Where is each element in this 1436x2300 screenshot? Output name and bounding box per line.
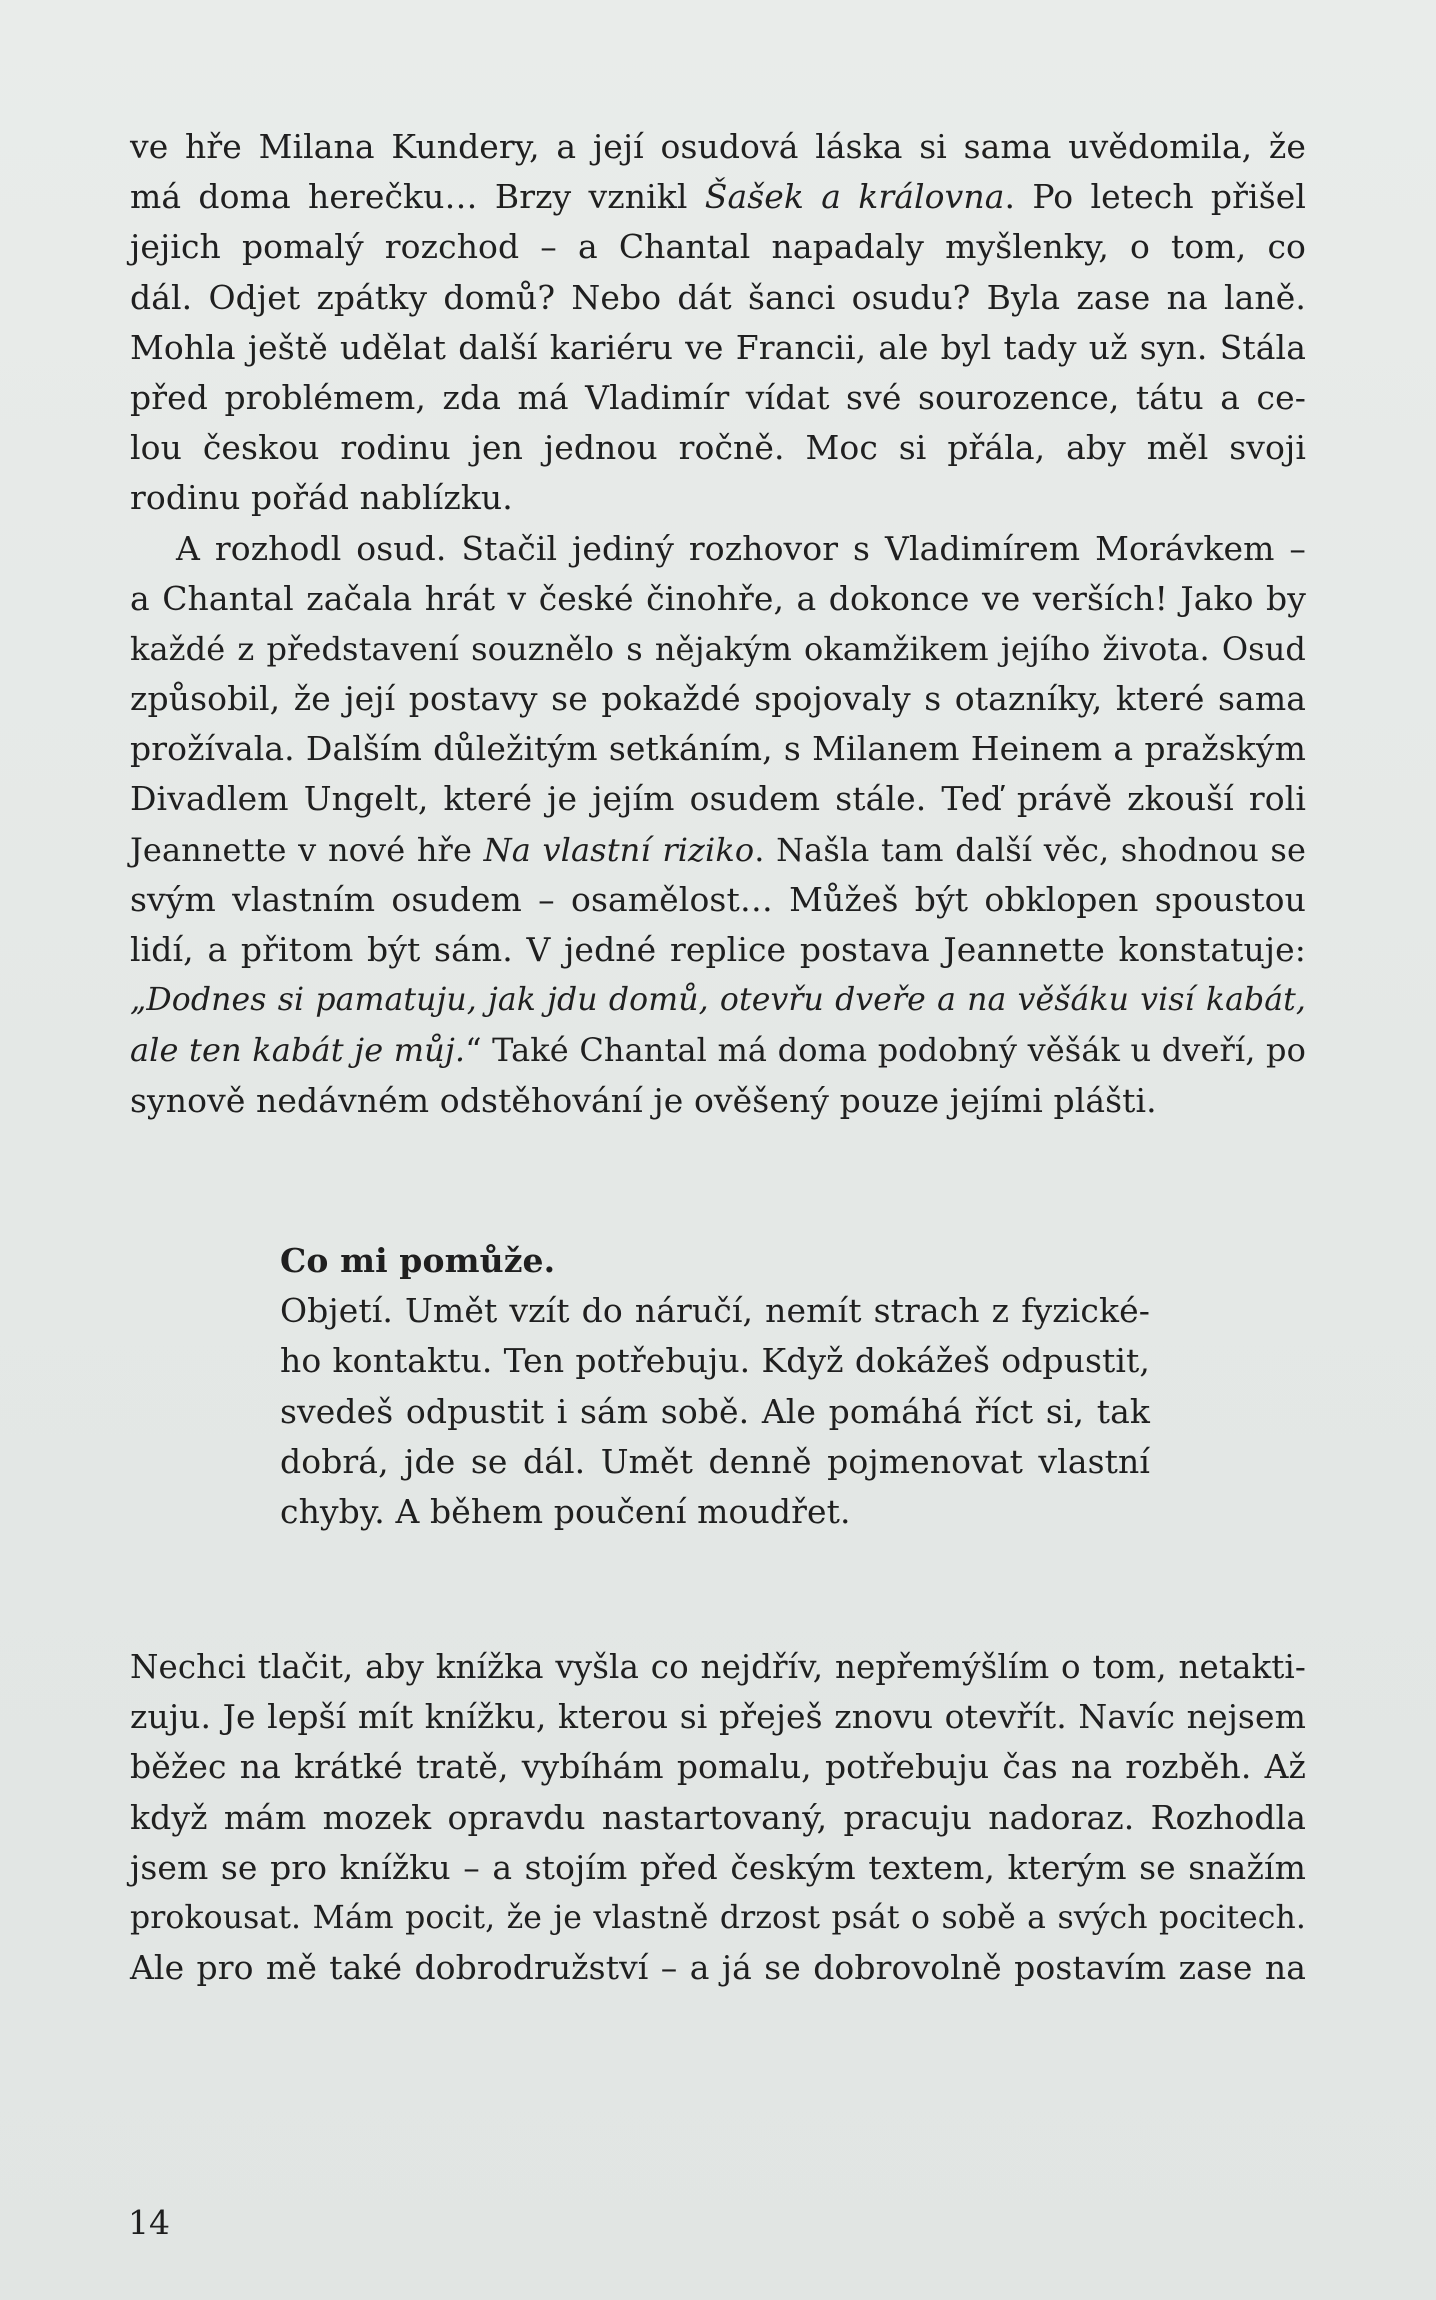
page-number: 14 (128, 2203, 170, 2242)
text-line: prokousat. Mám pocit, že je vlastně drzost psát o sobě a svých pocitech. (130, 1899, 1306, 1936)
text-line (130, 1025, 1306, 1075)
text-segment: . Po letech přišel (1004, 177, 1307, 217)
insert-line: svedeš odpustit i sám sobě. Ale pomáhá říct si, tak (280, 1391, 1150, 1431)
insert-line: chyby. A během poučení moudřet. (280, 1491, 851, 1531)
text-line: jejich pomalý rozchod – a Chantal napadaly myšlenky, o tom, co (130, 227, 1306, 267)
text-line: rodinu pořád nablízku. (130, 478, 513, 518)
play-title: Šašek a královna (704, 177, 1005, 217)
text-line: před problémem, zda má Vladimír vídat své sourozence, tátu a ce- (130, 377, 1306, 417)
text-segment: má doma herečku… Brzy vznikl (130, 177, 705, 217)
text-segment: . Našla tam další věc, shodnou se (754, 830, 1306, 869)
text-line (130, 825, 1306, 875)
play-title: Na vlastní riziko (483, 830, 755, 869)
quote-text: „Dodnes si pamatuju, jak jdu domů, otevřu dveře a na věšáku visí kabát, (130, 982, 1306, 1019)
quote-text: ale ten kabát je můj. (130, 1031, 466, 1070)
main-text-block (130, 122, 1306, 1126)
text-line: běžec na krátké tratě, vybíhám pomalu, potřebuju čas na rozběh. Až (130, 1747, 1306, 1787)
text-line: každé z představení souznělo s nějakým okamžikem jejího života. Osud (130, 629, 1306, 668)
text-line: lidí, a přitom být sám. V jedné replice postava Jeannette konstatuje: (130, 930, 1306, 969)
text-line: Divadlem Ungelt, které je jejím osudem stále. Teď právě zkouší roli (130, 779, 1306, 819)
text-line: dál. Odjet zpátky domů? Nebo dát šanci osudu? Byla zase na laně. (130, 277, 1306, 317)
text-segment: “ Také Chantal má doma podobný věšák u dveří, po (465, 1031, 1306, 1070)
insert-line: ho kontaktu. Ten potřebuju. Když dokážeš odpustit, (280, 1341, 1150, 1381)
lower-text-block (130, 1642, 1306, 1993)
insert-heading: Co mi pomůže. (280, 1241, 556, 1280)
text-line: jsem se pro knížku – a stojím před českým textem, kterým se snažím (130, 1847, 1306, 1887)
text-line: A rozhodl osud. Stačil jediný rozhovor s Vladimírem Morávkem – (176, 528, 1306, 568)
insert-block (280, 1236, 1150, 1537)
text-line: ve hře Milana Kundery, a její osudová láska si sama uvědomila, že (130, 127, 1306, 166)
text-line (130, 172, 1306, 222)
text-line: Nechci tlačit, aby knížka vyšla co nejdřív, nepřemýšlím o tom, netakti- (130, 1648, 1306, 1686)
text-line: zuju. Je lepší mít knížku, kterou si přeješ znovu otevřít. Navíc nejsem (130, 1697, 1306, 1737)
text-line: Mohla ještě udělat další kariéru ve Francii, ale byl tady už syn. Stála (130, 327, 1306, 367)
insert-line: dobrá, jde se dál. Umět denně pojmenovat vlastní (280, 1441, 1150, 1481)
insert-line: Objetí. Umět vzít do náručí, nemít strach z fyzické- (280, 1291, 1150, 1331)
text-line (130, 975, 1306, 1025)
text-line: způsobil, že její postavy se pokaždé spojovaly s otazníky, které sama (130, 679, 1306, 719)
text-line: synově nedávném odstěhování je ověšený pouze jejími plášti. (130, 1080, 1157, 1120)
text-line: Ale pro mě také dobrodružství – a já se dobrovolně postavím zase na (130, 1948, 1306, 1988)
text-line: lou českou rodinu jen jednou ročně. Moc si přála, aby měl svoji (130, 428, 1306, 468)
text-line: a Chantal začala hrát v české činohře, a dokonce ve verších! Jako by (130, 578, 1306, 618)
text-line: když mám mozek opravdu nastartovaný, pracuju nadoraz. Rozhodla (130, 1797, 1306, 1837)
text-line: prožívala. Dalším důležitým setkáním, s Milanem Heinem a pražským (130, 729, 1306, 769)
text-segment: Jeannette v nové hře (130, 830, 484, 869)
text-line: svým vlastním osudem – osamělost… Můžeš být obklopen spoustou (130, 879, 1306, 919)
